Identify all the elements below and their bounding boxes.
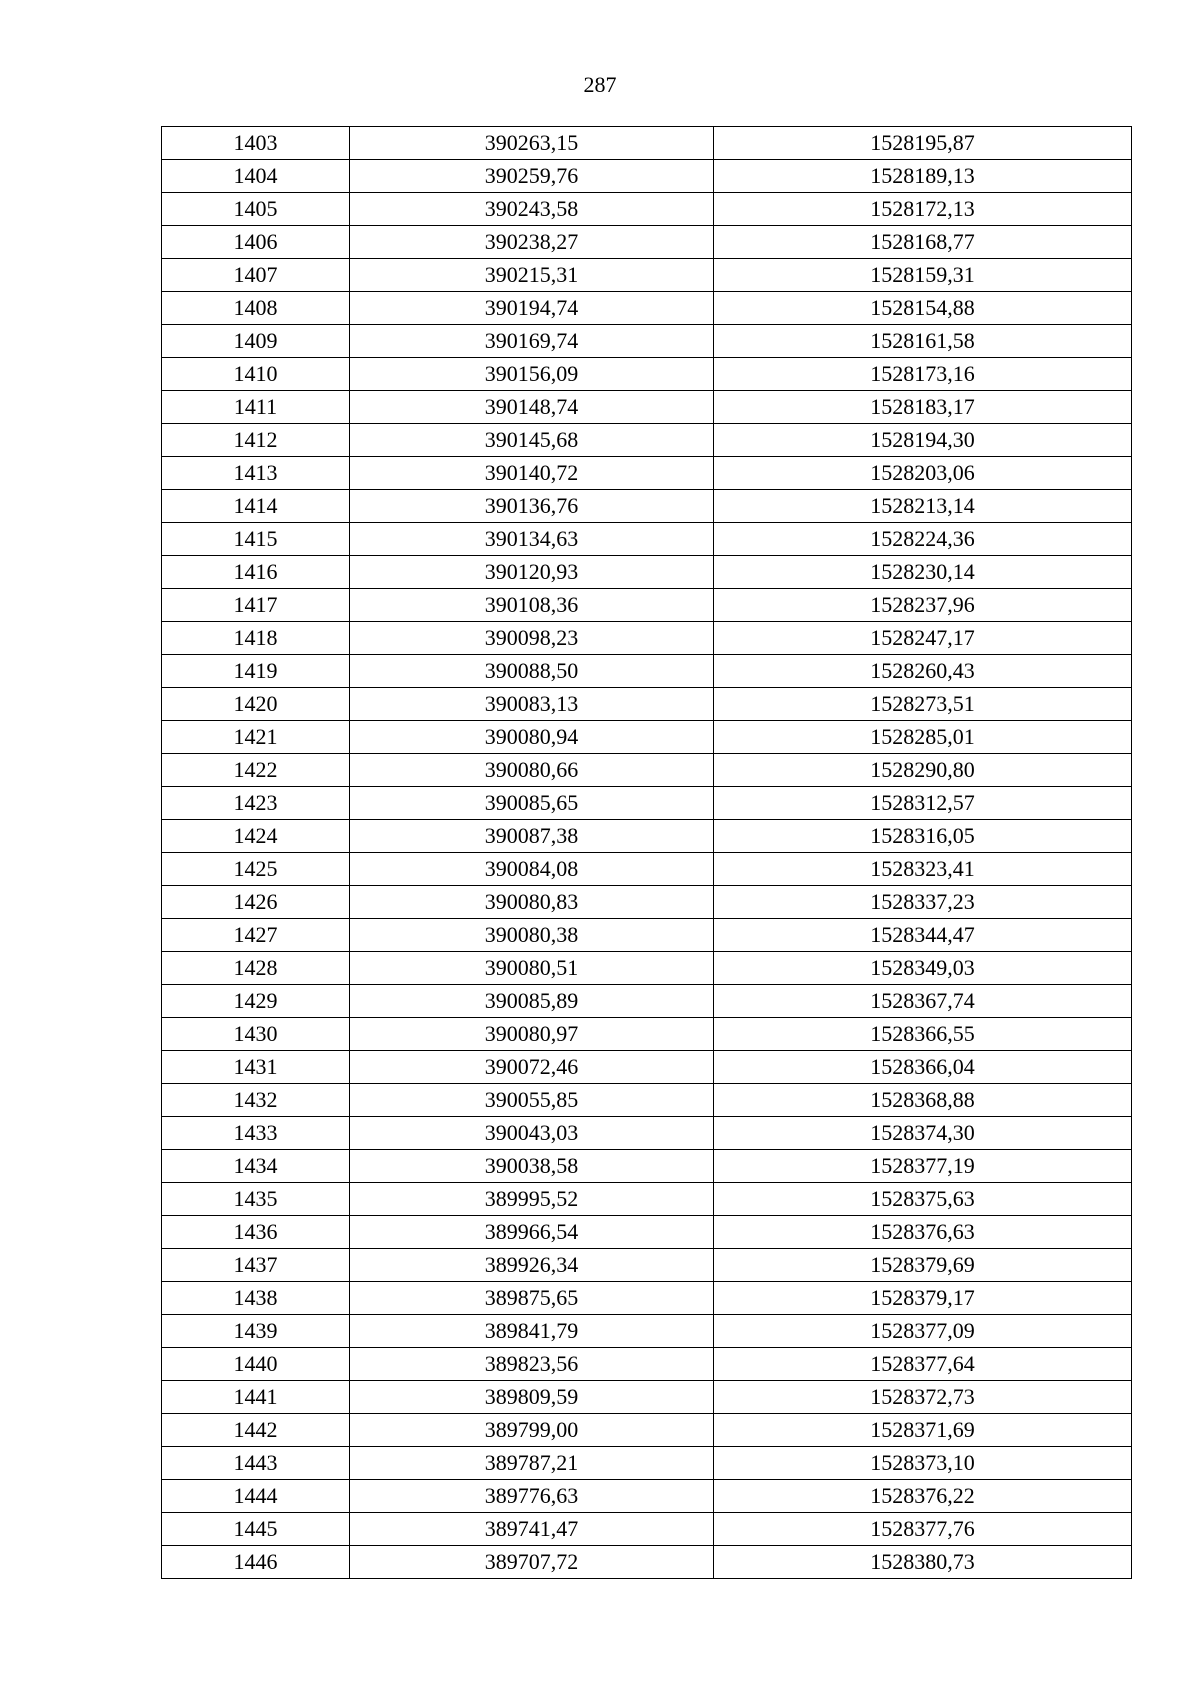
- y-coordinate-cell: 1528183,17: [714, 391, 1132, 424]
- y-coordinate-cell: 1528213,14: [714, 490, 1132, 523]
- y-coordinate-cell: 1528380,73: [714, 1546, 1132, 1579]
- x-coordinate-cell: 390080,38: [350, 919, 714, 952]
- y-coordinate-cell: 1528159,31: [714, 259, 1132, 292]
- table-row: [162, 1051, 1132, 1084]
- point-number-cell: 1437: [162, 1249, 350, 1282]
- point-number-cell: 1417: [162, 589, 350, 622]
- y-coordinate-cell: 1528371,69: [714, 1414, 1132, 1447]
- table-row: [162, 1117, 1132, 1150]
- point-number-cell: 1446: [162, 1546, 350, 1579]
- y-coordinate-cell: 1528168,77: [714, 226, 1132, 259]
- y-coordinate-cell: 1528377,76: [714, 1513, 1132, 1546]
- table-row: [162, 1480, 1132, 1513]
- point-number-cell: 1419: [162, 655, 350, 688]
- x-coordinate-cell: 390194,74: [350, 292, 714, 325]
- y-coordinate-cell: 1528224,36: [714, 523, 1132, 556]
- point-number-cell: 1445: [162, 1513, 350, 1546]
- table-row: [162, 1447, 1132, 1480]
- table-row: [162, 1513, 1132, 1546]
- y-coordinate-cell: 1528368,88: [714, 1084, 1132, 1117]
- y-coordinate-cell: 1528377,19: [714, 1150, 1132, 1183]
- y-coordinate-cell: 1528367,74: [714, 985, 1132, 1018]
- x-coordinate-cell: 390072,46: [350, 1051, 714, 1084]
- x-coordinate-cell: 389926,34: [350, 1249, 714, 1282]
- table-row: [162, 292, 1132, 325]
- y-coordinate-cell: 1528203,06: [714, 457, 1132, 490]
- y-coordinate-cell: 1528372,73: [714, 1381, 1132, 1414]
- y-coordinate-cell: 1528373,10: [714, 1447, 1132, 1480]
- x-coordinate-cell: 390084,08: [350, 853, 714, 886]
- x-coordinate-cell: 390263,15: [350, 127, 714, 160]
- y-coordinate-cell: 1528316,05: [714, 820, 1132, 853]
- y-coordinate-cell: 1528189,13: [714, 160, 1132, 193]
- point-number-cell: 1407: [162, 259, 350, 292]
- x-coordinate-cell: 389741,47: [350, 1513, 714, 1546]
- table-row: [162, 721, 1132, 754]
- y-coordinate-cell: 1528161,58: [714, 325, 1132, 358]
- y-coordinate-cell: 1528375,63: [714, 1183, 1132, 1216]
- x-coordinate-cell: 390238,27: [350, 226, 714, 259]
- table-row: [162, 1084, 1132, 1117]
- table-row: [162, 424, 1132, 457]
- table-row: [162, 589, 1132, 622]
- x-coordinate-cell: 390145,68: [350, 424, 714, 457]
- x-coordinate-cell: 390169,74: [350, 325, 714, 358]
- table-row: [162, 1315, 1132, 1348]
- y-coordinate-cell: 1528377,09: [714, 1315, 1132, 1348]
- y-coordinate-cell: 1528344,47: [714, 919, 1132, 952]
- y-coordinate-cell: 1528172,13: [714, 193, 1132, 226]
- x-coordinate-cell: 389707,72: [350, 1546, 714, 1579]
- y-coordinate-cell: 1528376,22: [714, 1480, 1132, 1513]
- x-coordinate-cell: 390080,66: [350, 754, 714, 787]
- point-number-cell: 1403: [162, 127, 350, 160]
- y-coordinate-cell: 1528260,43: [714, 655, 1132, 688]
- y-coordinate-cell: 1528379,69: [714, 1249, 1132, 1282]
- x-coordinate-cell: 390120,93: [350, 556, 714, 589]
- point-number-cell: 1440: [162, 1348, 350, 1381]
- y-coordinate-cell: 1528337,23: [714, 886, 1132, 919]
- point-number-cell: 1409: [162, 325, 350, 358]
- point-number-cell: 1442: [162, 1414, 350, 1447]
- x-coordinate-cell: 390140,72: [350, 457, 714, 490]
- point-number-cell: 1432: [162, 1084, 350, 1117]
- table-row: [162, 358, 1132, 391]
- x-coordinate-cell: 390215,31: [350, 259, 714, 292]
- point-number-cell: 1428: [162, 952, 350, 985]
- point-number-cell: 1411: [162, 391, 350, 424]
- table-row: [162, 820, 1132, 853]
- table-row: [162, 160, 1132, 193]
- y-coordinate-cell: 1528230,14: [714, 556, 1132, 589]
- y-coordinate-cell: 1528173,16: [714, 358, 1132, 391]
- y-coordinate-cell: 1528194,30: [714, 424, 1132, 457]
- table-row: [162, 457, 1132, 490]
- table-row: [162, 1546, 1132, 1579]
- table-row: [162, 259, 1132, 292]
- table-row: [162, 688, 1132, 721]
- table-row: [162, 1282, 1132, 1315]
- x-coordinate-cell: 390243,58: [350, 193, 714, 226]
- point-number-cell: 1438: [162, 1282, 350, 1315]
- x-coordinate-cell: 389809,59: [350, 1381, 714, 1414]
- y-coordinate-cell: 1528374,30: [714, 1117, 1132, 1150]
- point-number-cell: 1435: [162, 1183, 350, 1216]
- x-coordinate-cell: 390083,13: [350, 688, 714, 721]
- x-coordinate-cell: 389995,52: [350, 1183, 714, 1216]
- point-number-cell: 1420: [162, 688, 350, 721]
- point-number-cell: 1410: [162, 358, 350, 391]
- point-number-cell: 1422: [162, 754, 350, 787]
- point-number-cell: 1424: [162, 820, 350, 853]
- point-number-cell: 1404: [162, 160, 350, 193]
- y-coordinate-cell: 1528273,51: [714, 688, 1132, 721]
- x-coordinate-cell: 389799,00: [350, 1414, 714, 1447]
- x-coordinate-cell: 389966,54: [350, 1216, 714, 1249]
- x-coordinate-cell: 390134,63: [350, 523, 714, 556]
- x-coordinate-cell: 389787,21: [350, 1447, 714, 1480]
- point-number-cell: 1414: [162, 490, 350, 523]
- x-coordinate-cell: 390108,36: [350, 589, 714, 622]
- table-row: [162, 1414, 1132, 1447]
- table-row: [162, 226, 1132, 259]
- table-row: [162, 622, 1132, 655]
- point-number-cell: 1416: [162, 556, 350, 589]
- x-coordinate-cell: 390080,51: [350, 952, 714, 985]
- point-number-cell: 1426: [162, 886, 350, 919]
- y-coordinate-cell: 1528366,55: [714, 1018, 1132, 1051]
- point-number-cell: 1415: [162, 523, 350, 556]
- table-row: [162, 1183, 1132, 1216]
- table-row: [162, 490, 1132, 523]
- table-row: [162, 1249, 1132, 1282]
- table-row: [162, 787, 1132, 820]
- point-number-cell: 1427: [162, 919, 350, 952]
- table-row: [162, 193, 1132, 226]
- page-number: 287: [583, 72, 617, 97]
- point-number-cell: 1436: [162, 1216, 350, 1249]
- x-coordinate-cell: 390098,23: [350, 622, 714, 655]
- point-number-cell: 1425: [162, 853, 350, 886]
- point-number-cell: 1430: [162, 1018, 350, 1051]
- x-coordinate-cell: 390136,76: [350, 490, 714, 523]
- coordinates-table-body: [162, 127, 1132, 1579]
- x-coordinate-cell: 390055,85: [350, 1084, 714, 1117]
- y-coordinate-cell: 1528376,63: [714, 1216, 1132, 1249]
- y-coordinate-cell: 1528349,03: [714, 952, 1132, 985]
- table-row: [162, 985, 1132, 1018]
- point-number-cell: 1405: [162, 193, 350, 226]
- table-row: [162, 325, 1132, 358]
- x-coordinate-cell: 390080,83: [350, 886, 714, 919]
- y-coordinate-cell: 1528154,88: [714, 292, 1132, 325]
- point-number-cell: 1413: [162, 457, 350, 490]
- table-row: [162, 886, 1132, 919]
- table-row: [162, 952, 1132, 985]
- x-coordinate-cell: 390085,65: [350, 787, 714, 820]
- table-row: [162, 1216, 1132, 1249]
- table-row: [162, 919, 1132, 952]
- point-number-cell: 1408: [162, 292, 350, 325]
- y-coordinate-cell: 1528195,87: [714, 127, 1132, 160]
- point-number-cell: 1429: [162, 985, 350, 1018]
- table-row: [162, 655, 1132, 688]
- point-number-cell: 1406: [162, 226, 350, 259]
- table-row: [162, 391, 1132, 424]
- x-coordinate-cell: 390148,74: [350, 391, 714, 424]
- point-number-cell: 1439: [162, 1315, 350, 1348]
- y-coordinate-cell: 1528285,01: [714, 721, 1132, 754]
- table-row: [162, 523, 1132, 556]
- x-coordinate-cell: 390038,58: [350, 1150, 714, 1183]
- y-coordinate-cell: 1528323,41: [714, 853, 1132, 886]
- table-row: [162, 1018, 1132, 1051]
- x-coordinate-cell: 389776,63: [350, 1480, 714, 1513]
- x-coordinate-cell: 390080,97: [350, 1018, 714, 1051]
- table-row: [162, 556, 1132, 589]
- table-row: [162, 1348, 1132, 1381]
- point-number-cell: 1434: [162, 1150, 350, 1183]
- y-coordinate-cell: 1528237,96: [714, 589, 1132, 622]
- point-number-cell: 1412: [162, 424, 350, 457]
- point-number-cell: 1418: [162, 622, 350, 655]
- y-coordinate-cell: 1528247,17: [714, 622, 1132, 655]
- point-number-cell: 1423: [162, 787, 350, 820]
- y-coordinate-cell: 1528366,04: [714, 1051, 1132, 1084]
- table-row: [162, 127, 1132, 160]
- x-coordinate-cell: 390259,76: [350, 160, 714, 193]
- point-number-cell: 1443: [162, 1447, 350, 1480]
- x-coordinate-cell: 389875,65: [350, 1282, 714, 1315]
- point-number-cell: 1431: [162, 1051, 350, 1084]
- y-coordinate-cell: 1528377,64: [714, 1348, 1132, 1381]
- table-row: [162, 1381, 1132, 1414]
- x-coordinate-cell: 390156,09: [350, 358, 714, 391]
- x-coordinate-cell: 390080,94: [350, 721, 714, 754]
- coordinates-table: [161, 126, 1132, 1579]
- table-row: [162, 754, 1132, 787]
- x-coordinate-cell: 389823,56: [350, 1348, 714, 1381]
- point-number-cell: 1433: [162, 1117, 350, 1150]
- y-coordinate-cell: 1528290,80: [714, 754, 1132, 787]
- y-coordinate-cell: 1528312,57: [714, 787, 1132, 820]
- y-coordinate-cell: 1528379,17: [714, 1282, 1132, 1315]
- point-number-cell: 1444: [162, 1480, 350, 1513]
- point-number-cell: 1441: [162, 1381, 350, 1414]
- x-coordinate-cell: 390085,89: [350, 985, 714, 1018]
- x-coordinate-cell: 390087,38: [350, 820, 714, 853]
- table-row: [162, 853, 1132, 886]
- x-coordinate-cell: 389841,79: [350, 1315, 714, 1348]
- x-coordinate-cell: 390088,50: [350, 655, 714, 688]
- table-row: [162, 1150, 1132, 1183]
- x-coordinate-cell: 390043,03: [350, 1117, 714, 1150]
- point-number-cell: 1421: [162, 721, 350, 754]
